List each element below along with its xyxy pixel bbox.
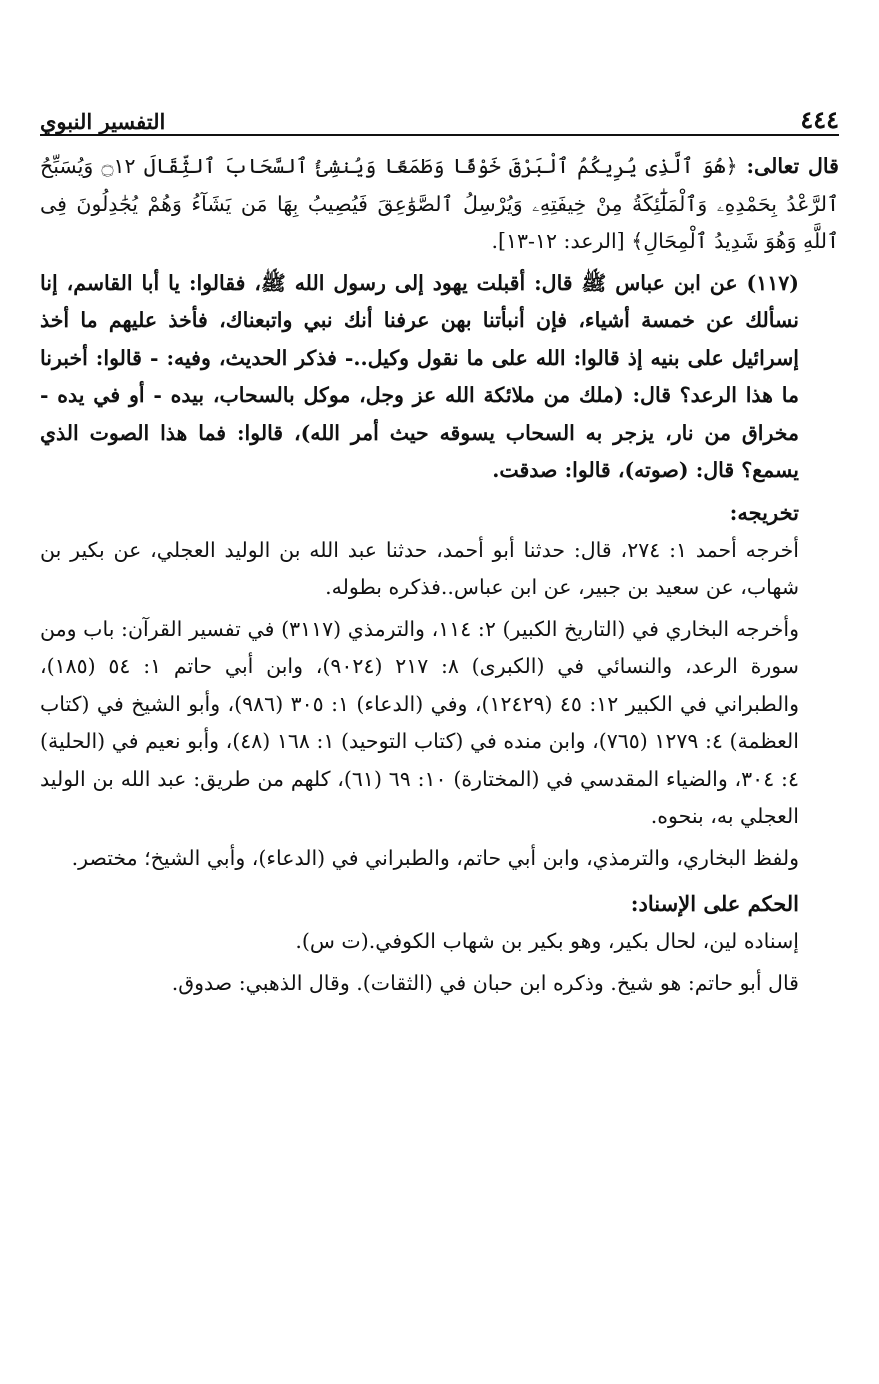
takhrij-paragraph-1: أخرجه أحمد ١: ٢٧٤، قال: حدثنا أبو أحمد، حدثنا عبد الله بن الوليد العجلي، عن بكير بن شهاب، عن سعيد بن جبير، عن ابن عباس..فذكره بطوله. xyxy=(40,537,799,599)
page-number: ٤٤٤ xyxy=(800,105,839,134)
verse-text: ﴿هُوَ ٱلَّذِى يُرِيكُمُ ٱلْبَرْقَ خَوْفًا وَطَمَعًا وَيُنشِئُ ٱلسَّحَابَ ٱلثِّقَالَ ۝١٢ وَيُسَبِّحُ ٱلرَّعْدُ بِحَمْدِهِۦ وَٱلْمَلَٰٓئِكَةُ مِنْ خِيفَتِهِۦ وَيُرْسِلُ ٱلصَّوَٰعِقَ فَيُصِيبُ بِهَا مَن يَشَآءُ وَهُمْ يُجَٰدِلُونَ فِى ٱللَّهِ وَهُوَ شَدِيدُ ٱلْمِحَالِ﴾ xyxy=(40,154,839,253)
verse-intro: قال تعالى: xyxy=(737,154,839,178)
book-title: التفسير النبوي xyxy=(40,109,166,134)
takhrij-paragraph-2: وأخرجه البخاري في (التاريخ الكبير) ٢: ١١٤، والترمذي (٣١١٧) في تفسير القرآن: باب ومن سورة الرعد، والنسائي في (الكبرى) ٨: ٢١٧ (٩٠٢٤)، وابن أبي حاتم ١: ٥٤ (١٨٥)، والطبراني في الكبير ١٢: ٤٥ (١٢٤٢٩)، وفي (الدعاء) ١: ٣٠٥ (٩٨٦)، وأبو الشيخ في (كتاب العظمة) ٤: ١٢٧٩ (٧٦٥)، وابن منده في (كتاب التوحيد) ١: ١٦٨ (٤٨)، وأبو نعيم في (الحلية) ٤: ٣٠٤، والضياء المقدسي في (المختارة) ١٠: ٦٩ (٦١)، كلهم من طريق: عبد الله بن الوليد العجلي به، بنحوه. xyxy=(40,616,799,828)
verse-reference: [الرعد: ١٢-١٣]. xyxy=(491,229,632,253)
page-header xyxy=(40,100,839,136)
hukm-heading: الحكم على الإسناد: xyxy=(630,891,799,916)
hukm-paragraph-1: إسناده لين، لحال بكير، وهو بكير بن شهاب الكوفي.(ت س). xyxy=(295,929,799,953)
quran-verse-paragraph xyxy=(40,148,839,261)
hadith-paragraph: (١١٧) عن ابن عباس ﷺ قال: أقبلت يهود إلى رسول الله ﷺ، فقالوا: يا أبا القاسم، إنا نسألك عن خمسة أشياء، فإن أنبأتنا بهن عرفنا أنك نبي واتبعناك، فأخذ عليهم ما أخذ إسرائيل على بنيه إذ قالوا: الله على ما نقول وكيل..- فذكر الحديث، وفيه: - قالوا: أخبرنا ما هذا الرعد؟ قال: (ملك من ملائكة الله عز وجل، موكل بالسحاب، بيده - أو في يده - مخراق من نار، يزجر به السحاب يسوقه حيث أمر الله)، قالوا: فما هذا الصوت الذي يسمع؟ قال: (صوته)، قالوا: صدقت. xyxy=(40,270,799,482)
takhrij-paragraph-3: ولفظ البخاري، والترمذي، وابن أبي حاتم، والطبراني في (الدعاء)، وأبي الشيخ؛ مختصر. xyxy=(71,845,799,870)
page-content xyxy=(40,148,839,1002)
takhrij-heading: تخريجه: xyxy=(729,499,799,525)
hukm-paragraph-2: قال أبو حاتم: هو شيخ. وذكره ابن حبان في (الثقات). وقال الذهبي: صدوق. xyxy=(171,970,799,995)
